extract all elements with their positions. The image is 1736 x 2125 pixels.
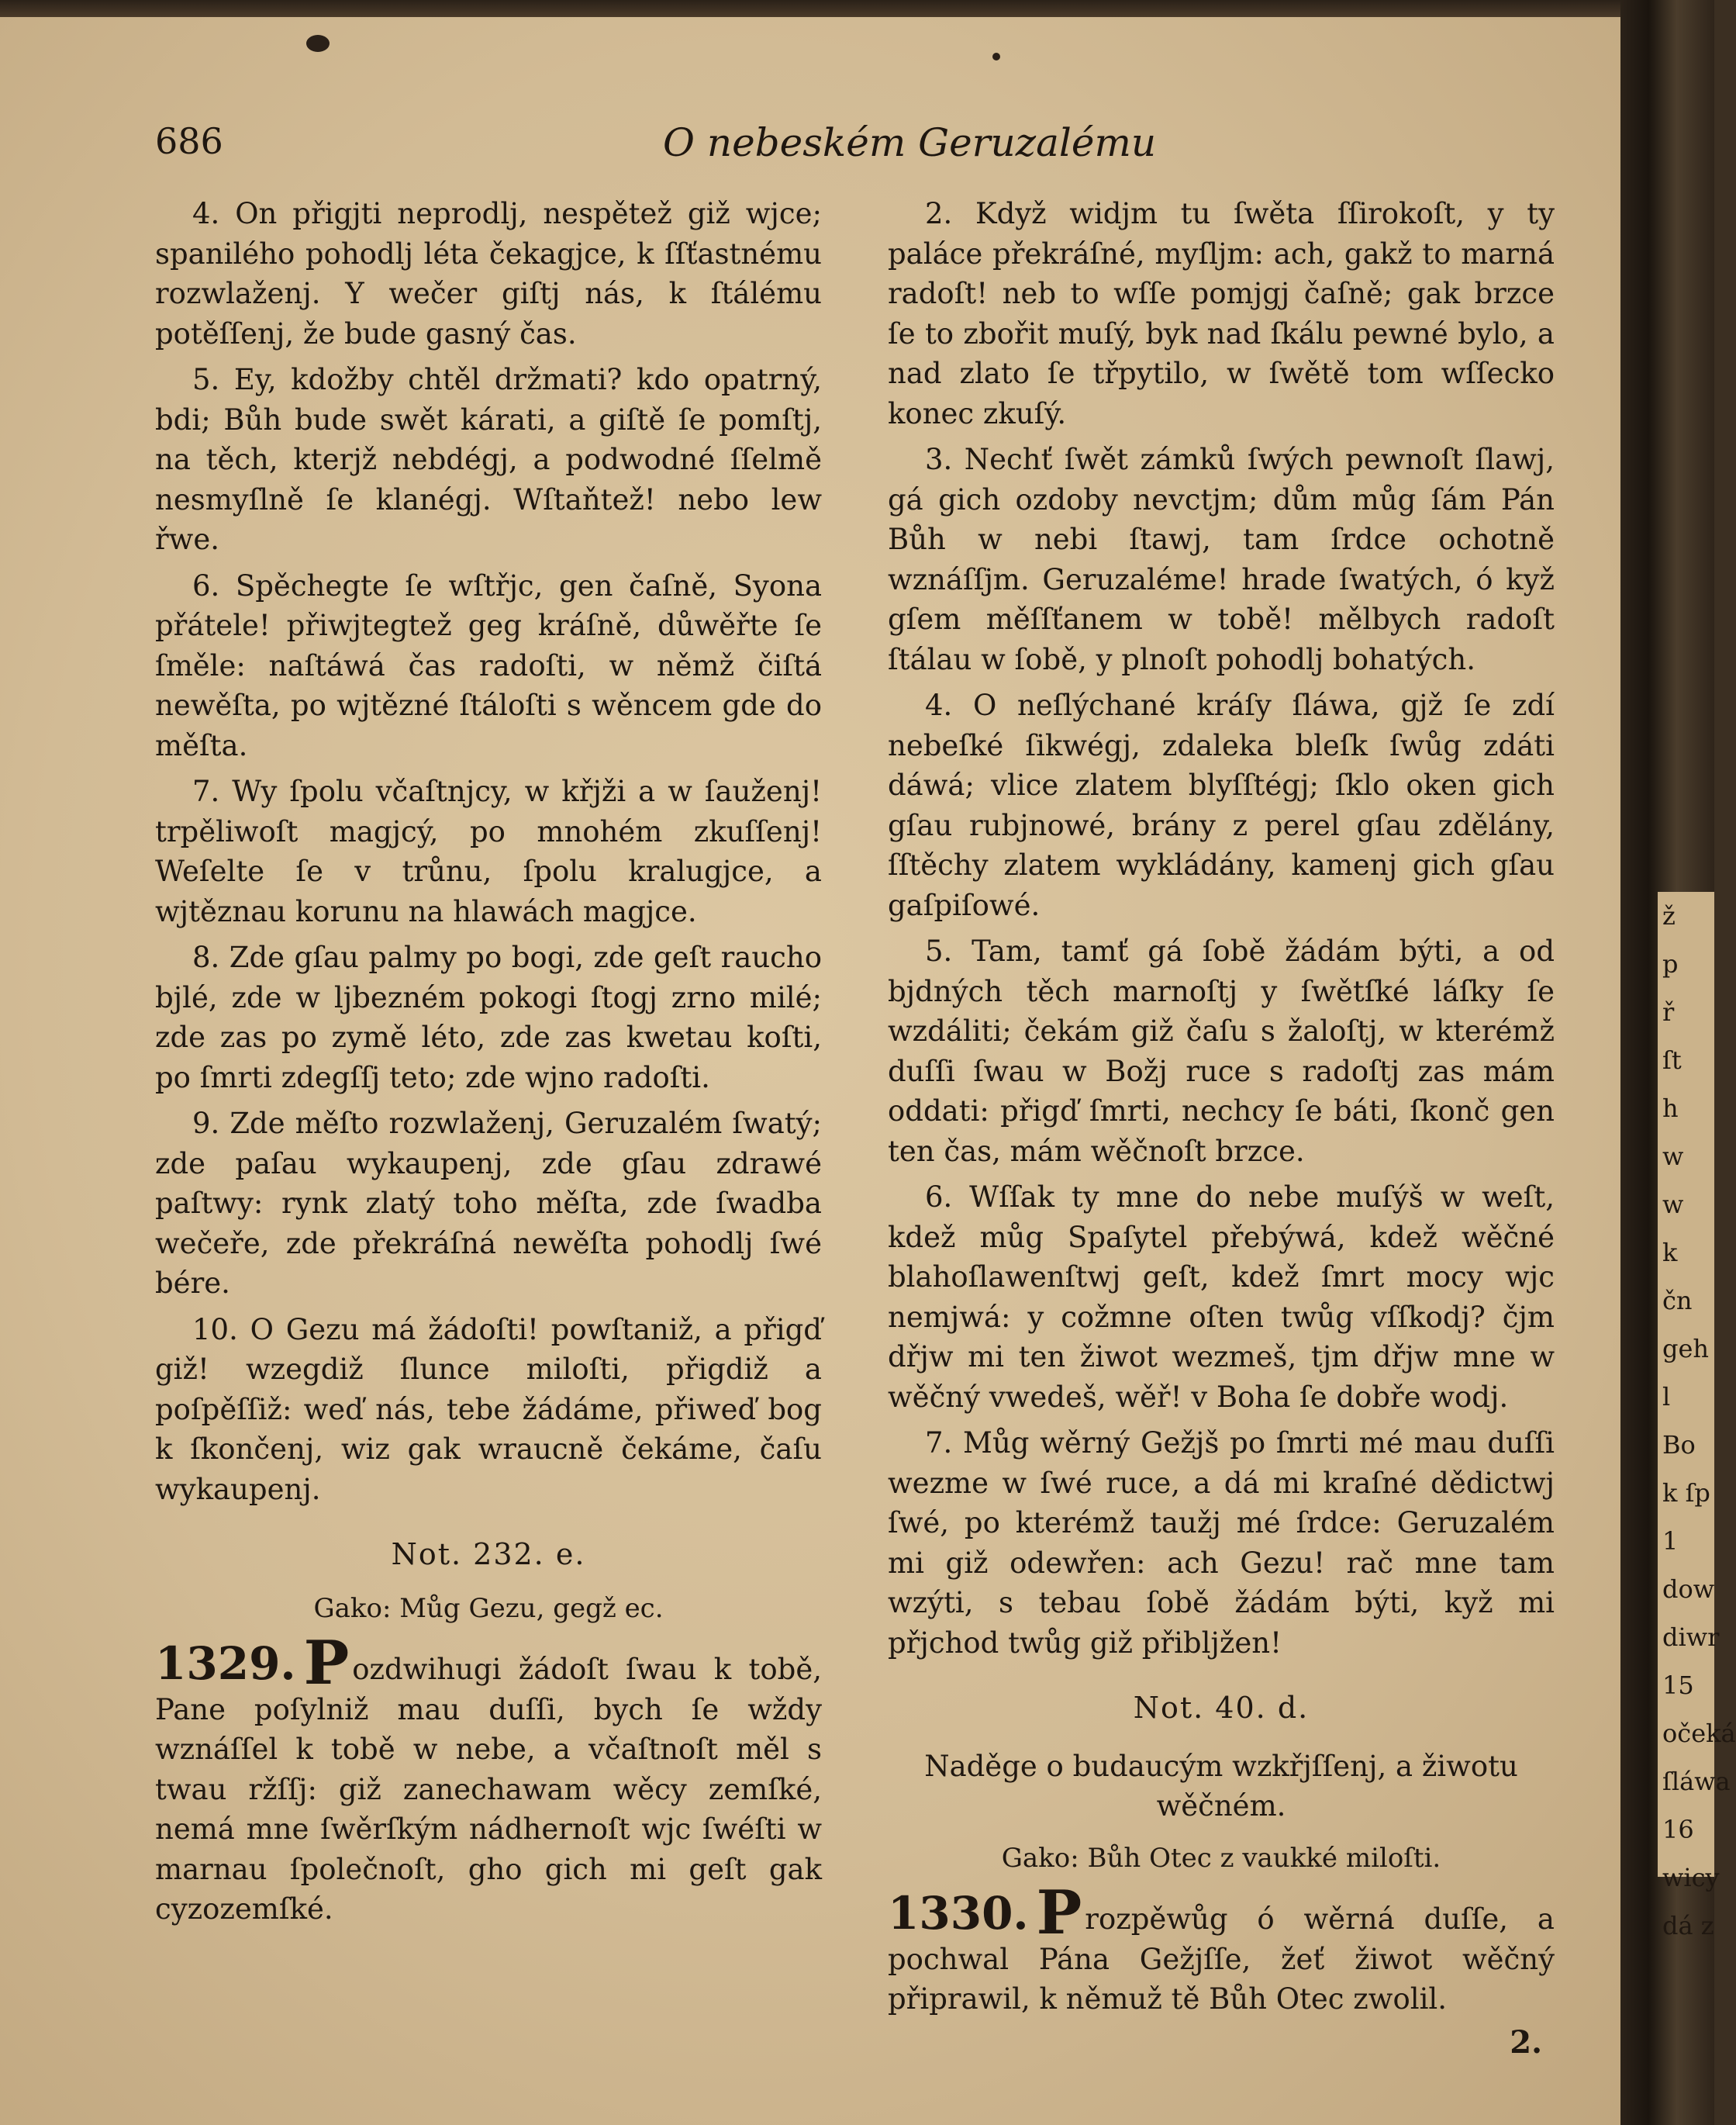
hymn-text: ozdwihugi žádoſt ſwau k tobě, Pane poſylniž mau duſſi, bych ſe wždy wznáſſel k tobě w nebe, a včaſtnoſt měl s twau ržſſj: giž zanechawam wěcy zemſké, nemá mne ſwěrſkým nádhernoſt wjc ſwéſti w marnau ſpolečnoſt, gho gich mi geſt gak cyzozemſké.	[155, 1653, 822, 1926]
melody-reference: Gako: Bůh Otec z vaukké miloſti.	[1001, 1843, 1441, 1874]
hymn-number: 1330.	[888, 1887, 1029, 1940]
stanza-3: 3. Nechť ſwět zámků ſwých pewnoſt ſlawj, gá gich ozdoby nevctjm; dům můg ſám Pán Bůh w nebi ſtawj, tam ſrdce ochotně wznáſſjm. Geruzaléme! hrade ſwatých, ó kyž gſem měſſťanem w tobě! mělbych radoſt ſtálau w ſobě, y plnoſt pohodlj bohatých.	[888, 443, 1555, 676]
stanza-10: 10. O Gezu má žádoſti! powſtaniž, a přigď giž! wzegdiž ſlunce miloſti, přigdiž a poſpěſſiž: weď nás, tebe žádáme, přiweď bog k ſkončenj, wiz gak wraucně čekáme, čaſu wykaupenj.	[155, 1312, 822, 1506]
adjacent-page-fragment: k	[1662, 1238, 1678, 1267]
ink-dot	[992, 53, 1000, 60]
drop-cap: P	[303, 1628, 350, 1698]
adjacent-page-fragment: p	[1662, 949, 1679, 979]
adjacent-page-fragment: ſláwa	[1662, 1767, 1731, 1796]
adjacent-page-fragment: k ſp	[1662, 1478, 1710, 1508]
hymn-text: rozpěwůg ó wěrná duſſe, a pochwal Pána Gežjſſe, žeť žiwot wěčný připrawil, k němuž tě Bůh Otec zwolil.	[888, 1902, 1555, 2016]
tune-note: Not. 232. e.	[391, 1537, 586, 1571]
adjacent-page-fragment: wicy	[1662, 1863, 1720, 1892]
adjacent-page-fragment: ž	[1662, 901, 1676, 931]
adjacent-page-fragment: h	[1662, 1094, 1679, 1123]
running-header	[155, 120, 1589, 174]
stanza-5: 5. Tam, tamť gá ſobě žádám býti, a od bjdných těch marnoſtj y ſwětſké láſky ſe wzdáliti; čekám giž čaſu s žaloſtj, w kterémž duſſi ſwau w Božj ruce s radoſtj zas mám oddati: přigď ſmrti, nechcy ſe báti, ſkonč gen ten čas, mám wěčnoſt brzce.	[888, 935, 1555, 1168]
hymn-1329	[155, 1628, 822, 1930]
adjacent-page-fragment: l	[1662, 1382, 1671, 1411]
adjacent-page-fragment: očeká	[1662, 1719, 1736, 1748]
melody-reference: Gako: Můg Gezu, gegž ec.	[313, 1593, 664, 1624]
stanza-6: 6. Wſſak ty mne do nebe muſýš w weſt, kdež můg Spaſytel přebýwá, kdež wěčné blahoſlawenſtwj geſt, kdež ſmrt mocy wjc nemjwá: y cožmne oſten twůg vſſkodj? čjm dřjw mi ten žiwot wezmeš, tjm dřjw mne w wěčný vwedeš, wěř! v Boha ſe dobře wodj.	[888, 1180, 1555, 1414]
adjacent-page-fragment: w	[1662, 1142, 1684, 1171]
tune-note: Not. 40. d.	[1133, 1691, 1310, 1725]
adjacent-page-fragment: ř	[1662, 997, 1675, 1027]
stanza-2: 2. Když widjm tu ſwěta ſſirokoſt, y ty paláce překráſné, myſljm: ach, gakž to marná radoſt! neb to wſſe pomjgj čaſně; gak brzce ſe to zbořit muſý, byk nad ſkálu pewné bylo, a nad zlato ſe třpytilo, w ſwětě tom wſſecko konec zkuſý.	[888, 197, 1555, 430]
hymn-number: 1329.	[155, 1637, 296, 1690]
catchword: 2.	[1510, 2023, 1542, 2061]
ink-blot	[306, 35, 330, 52]
adjacent-page-fragment: čn	[1662, 1286, 1693, 1315]
adjacent-page-fragment: geh	[1662, 1334, 1710, 1363]
hymn-1330	[888, 1878, 1555, 2020]
stanza-6: 6. Spěchegte ſe wſtřjc, gen čaſně, Syona přátele! přiwjtegtež geg kráſně, důwěřte ſe ſměle: naſtáwá čas radoſti, w němž čiſtá newěſta, po wjtězné ſtáloſti s wěncem gde do měſta.	[155, 568, 822, 762]
drop-cap: P	[1036, 1878, 1082, 1948]
stanza-9: 9. Zde měſto rozwlaženj, Geruzalém ſwatý; zde paſau wykaupenj, zde gſau zdrawé paſtwy: rynk zlatý toho měſta, zde ſwadba wečeře, zde překráſná newěſta pohodlj ſwé bére.	[155, 1107, 822, 1300]
adjacent-page-fragment: ſt	[1662, 1045, 1682, 1075]
adjacent-page-fragment: 16	[1662, 1815, 1694, 1844]
adjacent-page-fragment: dá z	[1662, 1911, 1714, 1940]
hymn-subtitle: Naděge o budaucým wzkřjſſenj, a žiwotu wěčném.	[924, 1750, 1518, 1823]
page-number: 686	[155, 120, 223, 162]
stanza-7: 7. Wy ſpolu včaſtnjcy, w křjži a w ſauženj! trpěliwoſt magjcý, po mnohém zkuſſenj! Weſelte ſe v trůnu, ſpolu kralugjce, a wjtěznau korunu na hlawách magjce.	[155, 775, 822, 928]
page-top-edge	[0, 0, 1714, 17]
adjacent-page-fragment: diwr	[1662, 1622, 1720, 1652]
stanza-4: 4. On přigjti neprodlj, nespětež giž wjce; spanilého pohodlj léta čekagjce, k ſſťastnému rozwlaženj. Y wečer giſtj nás, k ſtálému potěſſenj, že bude gasný čas.	[155, 197, 822, 351]
adjacent-page-fragment: dow	[1662, 1574, 1715, 1604]
stanza-8: 8. Zde gſau palmy po bogi, zde geſt raucho bjlé, zde w ljbezném pokogi ſtogj zrno milé; zde zas po zymě léto, zde zas kwetau koſti, po ſmrti zdegſſj teto; zde wjno radoſti.	[155, 941, 822, 1094]
right-column	[888, 194, 1555, 2061]
stanza-5: 5. Ey, kdožby chtěl držmati? kdo opatrný, bdi; Bůh bude swět kárati, a giſtě ſe pomſtj, na těch, kterjž nebdégj, a podwodné ſſelmě nesmyſlně ſe klanégj. Wſtaňtež! nebo lew řwe.	[155, 363, 822, 556]
adjacent-page-fragment: Bo	[1662, 1430, 1696, 1460]
adjacent-page-strip	[1658, 892, 1736, 1940]
adjacent-page-fragment: 15	[1662, 1671, 1694, 1700]
adjacent-page-fragment: 1	[1662, 1526, 1679, 1556]
running-title: O nebeském Geruzalému	[663, 120, 1157, 165]
adjacent-page-fragment: w	[1662, 1190, 1684, 1219]
left-column	[155, 194, 822, 1930]
stanza-7: 7. Můg wěrný Gežjš po ſmrti mé mau duſſi wezme w ſwé ruce, a dá mi kraſné dědictwj ſwé, po kterémž taužj mé ſrdce: Geruzalém mi giž odewřen: ach Gezu! rač mne tam wzýti, s tebau ſobě žádám býti, kyž mi přjchod twůg giž přibljžen!	[888, 1426, 1555, 1660]
stanza-4: 4. O neſlýchané kráſy ſláwa, gjž ſe zdí nebeſké ſikwégj, zdaleka bleſk ſwůg zdáti dáwá; vlice zlatem blyſſtégj; ſklo oken gich gſau rubjnowé, brány z perel gſau zdělány, ſſtěchy zlatem wykládány, kamenj gich gſau gaſpiſowé.	[888, 689, 1555, 922]
